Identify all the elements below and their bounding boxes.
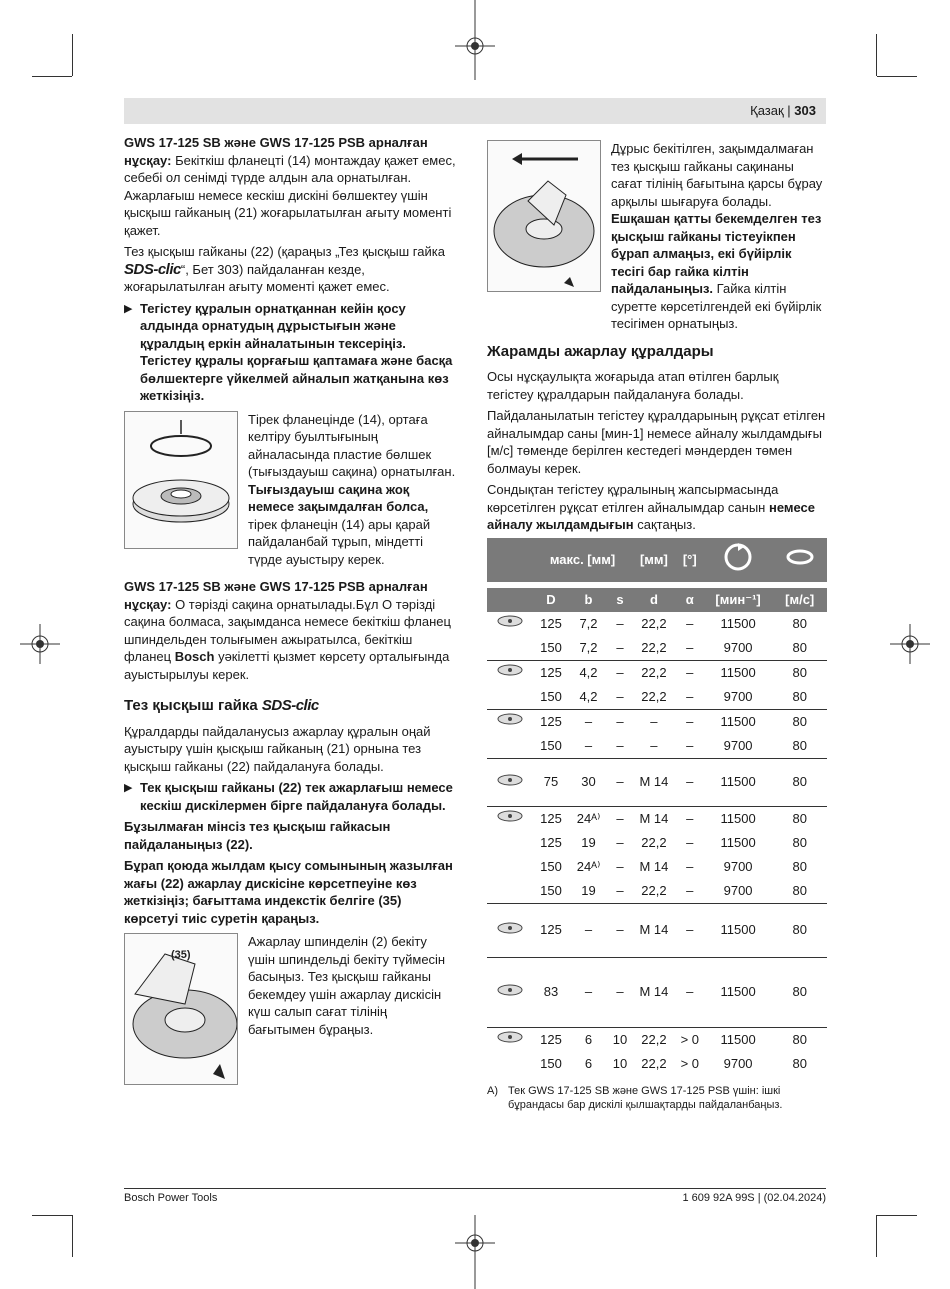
- table-cell: –: [608, 709, 632, 734]
- bold-paragraph-1: Бұзылмаған мінсіз тез қысқыш гайкасын пайдаланыңыз (22).: [124, 819, 391, 852]
- table-cell: 19: [581, 882, 596, 898]
- table-cell: –: [616, 858, 624, 874]
- crop-mark: [32, 76, 72, 77]
- icon-spacer: [487, 734, 533, 759]
- table-cell: 125: [533, 806, 569, 831]
- table-row: [487, 660, 827, 685]
- table-cell: –: [608, 903, 632, 957]
- speed-icon: [772, 538, 827, 582]
- table-cell: 24ᴬ⁾: [576, 858, 601, 874]
- seal-ring-illustration: [124, 411, 238, 549]
- note1: [124, 134, 456, 239]
- table-cell: 80: [772, 957, 827, 1027]
- header-text: Қазақ | 303: [750, 103, 816, 118]
- table-cell: 11500: [704, 806, 773, 831]
- table-cell: 22,2: [632, 1027, 676, 1052]
- table-cell: –: [676, 660, 704, 685]
- note2-bosch: Bosch: [174, 649, 215, 664]
- bullet1-text: Тегістеу құралын орнатқаннан кейін қосу алдында орнатудың дұрыстығын және құралдың еркін айналатынын тексеріңіз. Тегістеу құралы қорғағыш қаптамаға және басқа бөлшектерге үйкелмей айналып жатқанына көз жеткізіңіз.: [140, 300, 453, 403]
- section-paragraph: Құралдарды пайдаланусыз ажарлау құралын оңай ауыстыру үшін қысқыш гайканың (21) орнына тез қысқыш гайканы (22) пайдалануға болады.: [124, 723, 431, 774]
- table-cell: 22,2: [641, 639, 667, 655]
- note2: [124, 578, 456, 683]
- crop-mark: [877, 1215, 917, 1216]
- table-cell: 150: [540, 858, 562, 874]
- p3-b: немесе айналу жылдамдығын: [487, 499, 816, 532]
- table-cell: 125: [540, 615, 562, 631]
- right-column: [487, 134, 827, 1112]
- header-blank: [487, 538, 533, 582]
- table-cell: 22,2: [641, 615, 667, 631]
- tool-type-icon: [487, 903, 533, 957]
- footer-doc-number: 1 609 92A 99S | (02.04.2024): [682, 1192, 826, 1204]
- col-d: d: [632, 588, 676, 612]
- sds-clic-logo: SDS-clic: [261, 697, 319, 714]
- table-cell: 80: [792, 688, 807, 704]
- section-title-tools: Жарамды ажарлау құралдары: [487, 342, 714, 360]
- table-cell: 4,2: [579, 688, 598, 704]
- figure-remove-nut: [487, 140, 827, 333]
- col-s: s: [608, 588, 632, 612]
- fig1-text-a: Тірек фланецінде (14), ортаға келтіру буылтығының айналасында пластие бөлшек (тығыздауыш сақина) орнатылған.: [248, 411, 456, 479]
- section-title-quick-nut: [124, 697, 456, 715]
- table-cell: 80: [792, 858, 807, 874]
- table-cell: 9700: [723, 882, 753, 898]
- table-cell: –: [676, 957, 704, 1027]
- table-row: [487, 903, 827, 957]
- table-cell: –: [616, 688, 624, 704]
- table-cell: M 14: [632, 957, 676, 1027]
- figure-tighten-nut: [124, 933, 456, 1085]
- table-cell: –: [686, 882, 694, 898]
- table-cell: 80: [772, 660, 827, 685]
- table-cell: 11500: [704, 660, 773, 685]
- tool-type-icon: [487, 1027, 533, 1052]
- bullet-triangle-icon: ▶: [124, 302, 133, 315]
- table-cell: 150: [540, 639, 562, 655]
- table-cell: 9700: [723, 737, 753, 753]
- header-mm: [мм]: [632, 538, 676, 582]
- table-cell: 80: [792, 615, 807, 631]
- table-cell: –: [608, 957, 632, 1027]
- bold-paragraph-2: Бұрап қоюда жылдам қысу сомынының жазылған жағы (22) ажарлау дискісіне көрсетпеуіне көз жеткізіңіз; бағыттама индекстік белгіге (35) көрсетуі тиіс суретін қараңыз.: [124, 858, 453, 926]
- table-row: [487, 806, 827, 831]
- table-cell: –: [608, 806, 632, 831]
- note1-text2-b: “, Бет 303) пайдаланған кезде, жоғарылатылған ағыту моменті қажет емес.: [124, 261, 390, 294]
- footer-brand: Bosch Power Tools: [124, 1192, 218, 1204]
- table-row: [487, 1052, 827, 1076]
- bullet-quick-nut-usage: [124, 779, 456, 814]
- registration-mark-left: [20, 624, 60, 664]
- table-cell: 125: [533, 709, 569, 734]
- icon-spacer: [487, 636, 533, 661]
- table-cell: 9700: [723, 639, 753, 655]
- table-row: [487, 957, 827, 1027]
- icon-spacer: [487, 1052, 533, 1076]
- table-cell: 19: [581, 834, 596, 850]
- registration-mark-bottom: [455, 1215, 495, 1289]
- table-head-units: [487, 538, 827, 582]
- registration-mark-top: [455, 0, 495, 80]
- table-cell: 11500: [720, 615, 756, 631]
- table-row: [487, 1027, 827, 1052]
- table-cell: –: [569, 709, 608, 734]
- table-cell: 22,2: [641, 1055, 667, 1071]
- table-cell: 11500: [720, 834, 756, 850]
- table-cell: M 14: [639, 858, 669, 874]
- table-row: [487, 831, 827, 855]
- note2-title: GWS 17-125 SB және GWS 17-125 PSB арналған нұсқау:: [124, 579, 428, 612]
- table-cell: –: [569, 957, 608, 1027]
- table-cell: 80: [792, 1055, 807, 1071]
- table-cell: –: [616, 882, 624, 898]
- icon-spacer: [487, 879, 533, 904]
- p3-c: сақтаңыз.: [637, 517, 696, 532]
- table-cell: –: [608, 660, 632, 685]
- crop-mark: [32, 1215, 72, 1216]
- footnote-text: Тек GWS 17-125 SB және GWS 17-125 PSB үшін: ішкі бұрандасы бар дискілі қылшақтарды пайдаланбаңыз.: [508, 1084, 783, 1111]
- table-cell: 22,2: [632, 660, 676, 685]
- table-cell: 80: [792, 834, 807, 850]
- seal-ring-text: [248, 411, 456, 569]
- table-row: [487, 709, 827, 734]
- table-cell: –: [676, 903, 704, 957]
- tool-type-icon: [487, 709, 533, 734]
- table-cell: 9700: [723, 1055, 753, 1071]
- table-cell: 9700: [723, 858, 753, 874]
- table-cell: 30: [569, 758, 608, 806]
- header-blank: [487, 588, 533, 612]
- crop-mark: [876, 34, 877, 76]
- table-cell: M 14: [632, 903, 676, 957]
- tool-type-icon: [487, 660, 533, 685]
- table-cell: –: [616, 639, 624, 655]
- fig1-text-c: тірек фланецін (14) ары қарай пайдаланбай тұрып, міндетті түрде ауыстыру керек.: [248, 516, 431, 567]
- table-cell: > 0: [676, 1027, 704, 1052]
- table-cell: 125: [533, 903, 569, 957]
- table-cell: –: [686, 639, 694, 655]
- header-degree: [°]: [676, 538, 704, 582]
- footer-divider: [124, 1188, 826, 1189]
- table-cell: 150: [540, 1055, 562, 1071]
- table-row: [487, 636, 827, 661]
- fig2-label: (35): [171, 949, 191, 961]
- table-cell: 80: [772, 903, 827, 957]
- col-b: b: [569, 588, 608, 612]
- table-cell: 22,2: [641, 882, 667, 898]
- tool-type-icon: [487, 612, 533, 636]
- rotation-icon: [704, 538, 773, 582]
- table-row: [487, 612, 827, 636]
- table-cell: –: [616, 834, 624, 850]
- table-cell: 11500: [704, 758, 773, 806]
- registration-mark-right: [890, 624, 930, 664]
- crop-mark: [876, 1215, 877, 1257]
- table-row: [487, 855, 827, 879]
- table-cell: –: [676, 806, 704, 831]
- table-cell: 150: [540, 882, 562, 898]
- table-cell: 125: [540, 834, 562, 850]
- table-cell: 9700: [723, 688, 753, 704]
- crop-mark: [877, 76, 917, 77]
- tighten-nut-text: Ажарлау шпинделін (2) бекіту үшін шпиндельді бекіту түймесін басыңыз. Тез қысқыш гайканы бекемдеу үшін ажарлау дискісін күш салып сағат тілінің бағытымен бұраңыз.: [248, 934, 446, 1037]
- crop-mark: [72, 1215, 73, 1257]
- table-cell: 75: [533, 758, 569, 806]
- table-row: [487, 758, 827, 806]
- tighten-nut-illustration: [124, 933, 238, 1085]
- page-number: 303: [794, 103, 816, 118]
- p3-a: Сондықтан тегістеу құралының жапсырмасында көрсетілген рұқсат етілген айналымдар санын: [487, 482, 779, 515]
- table-cell: 10: [612, 1055, 628, 1071]
- table-cell: 80: [772, 1027, 827, 1052]
- note2-text: О тәрізді сақина орнатылады.Бұл О тәрізді сақина болмаса, зақымданса немесе бекіткіш фланец шпиндельден толығымен ажыратылса, бекіткіш фланец: [124, 596, 451, 664]
- crop-mark: [72, 34, 73, 76]
- table-cell: 11500: [704, 957, 773, 1027]
- table-cell: 4,2: [569, 660, 608, 685]
- icon-spacer: [487, 855, 533, 879]
- table-cell: 22,2: [641, 834, 667, 850]
- note1-title: GWS 17-125 SB және GWS 17-125 PSB арналған нұсқау:: [124, 135, 428, 168]
- table-cell: 10: [608, 1027, 632, 1052]
- table-cell: 80: [792, 882, 807, 898]
- table-cell: –: [676, 709, 704, 734]
- table-body: [487, 612, 827, 1076]
- fig3-text-a: Дұрыс бекітілген, зақымдалмаған тез қысқыш гайканы сақинаны сағат тілінің бағытына қарсы бұрау арқылы шығаруға болады.: [611, 141, 823, 209]
- table-cell: 150: [540, 688, 562, 704]
- note1-text: Бекіткіш фланецті (14) монтаждау қажет емес, себебі ол сенімді түрде алдын ала орнатылған. Ажарлағыш немесе кескіш дискіні бөлшектеу үшін қысқыш гайканың (21) жоғарылатылған ағыту моменті қажет.: [124, 152, 456, 238]
- table-cell: –: [686, 615, 694, 631]
- page-header: [124, 98, 826, 124]
- col-speed: [м/с]: [772, 588, 827, 612]
- table-cell: 11500: [704, 903, 773, 957]
- table-cell: 125: [533, 1027, 569, 1052]
- figure-seal-ring: [124, 411, 456, 569]
- icon-spacer: [487, 685, 533, 710]
- table-cell: –: [676, 758, 704, 806]
- table-cell: 6: [569, 1027, 608, 1052]
- tools-paragraph-3: [487, 481, 827, 534]
- table-cell: 80: [792, 639, 807, 655]
- tool-type-icon: [487, 806, 533, 831]
- table-cell: 22,2: [641, 688, 667, 704]
- remove-nut-illustration: [487, 140, 601, 292]
- footnote: [487, 1084, 827, 1112]
- table-cell: –: [686, 688, 694, 704]
- col-D: D: [533, 588, 569, 612]
- tool-type-icon: [487, 758, 533, 806]
- table-cell: –: [686, 737, 694, 753]
- table-cell: 6: [584, 1055, 593, 1071]
- table-cell: –: [616, 737, 624, 753]
- tools-paragraph-2: Пайдаланылатын тегістеу құралдарының рұқсат етілген айналымдар саны [мин-1] немесе айналу жылдамдығы [м/с] төменде берілген кестедегі мәндерден төмен болмауы керек.: [487, 408, 826, 476]
- table-cell: 80: [792, 737, 807, 753]
- header-max-mm: макс. [мм]: [533, 538, 632, 582]
- table-cell: > 0: [680, 1055, 699, 1071]
- table-cell: 11500: [704, 709, 773, 734]
- fig1-text-b: Тығыздауыш сақина жоқ немесе зақымдалған болса,: [248, 481, 429, 514]
- col-alpha: α: [676, 588, 704, 612]
- table-cell: –: [686, 858, 694, 874]
- table-cell: –: [608, 758, 632, 806]
- table-cell: 83: [533, 957, 569, 1027]
- left-column: [124, 134, 456, 1095]
- table-row: [487, 734, 827, 759]
- header-language: Қазақ: [750, 103, 784, 118]
- table-cell: M 14: [632, 758, 676, 806]
- table-cell: –: [569, 903, 608, 957]
- table-cell: –: [686, 834, 694, 850]
- remove-nut-text: [611, 140, 827, 333]
- table-row: [487, 879, 827, 904]
- table-cell: –: [650, 737, 658, 753]
- note1-sds: [124, 243, 456, 296]
- fig3-text-b: Ешқашан қатты бекемделген тез қысқыш гайканы тістеуікпен бұрап алмаңыз, екі бүйірлік тесігі бар гайка кілтін пайдаланыңыз.: [611, 211, 822, 296]
- table-cell: 11500: [704, 1027, 773, 1052]
- table-cell: –: [584, 737, 593, 753]
- table-cell: –: [616, 615, 624, 631]
- bullet2-text: Тек қысқыш гайканы (22) тек ажарлағыш немесе кескіш дискілермен бірге пайдалануға болады.: [140, 780, 453, 813]
- table-cell: –: [632, 709, 676, 734]
- table-cell: 80: [772, 806, 827, 831]
- section-title-text: Тез қысқыш гайка: [124, 697, 258, 714]
- table-head-columns: [487, 588, 827, 612]
- bullet-triangle-icon: ▶: [124, 782, 133, 794]
- table-cell: 7,2: [579, 615, 598, 631]
- table-cell: 80: [772, 709, 827, 734]
- sds-clic-logo: SDS-clic: [124, 260, 181, 278]
- table-cell: 24ᴬ⁾: [569, 806, 608, 831]
- tools-paragraph-1: Осы нұсқаулықта жоғарыда атап өтілген барлық тегістеу құралдарын пайдалануға болады.: [487, 369, 779, 402]
- icon-spacer: [487, 831, 533, 855]
- note1-text2-a: Тез қысқыш гайканы (22) (қараңыз „Тез қысқыш гайка: [124, 244, 445, 259]
- tool-type-icon: [487, 957, 533, 1027]
- table-row: [487, 685, 827, 710]
- footnote-mark: A): [487, 1084, 498, 1097]
- table-cell: 150: [540, 737, 562, 753]
- fig3-text-c: Гайка кілтін суретте көрсетілгендей екі бүйірлік тесігімен орнатыңыз.: [611, 281, 822, 331]
- table-cell: 80: [772, 758, 827, 806]
- table-cell: M 14: [632, 806, 676, 831]
- tools-table: [487, 538, 827, 1076]
- bullet-check-installation: [124, 300, 456, 405]
- table-cell: 125: [533, 660, 569, 685]
- col-rpm: [мин⁻¹]: [704, 588, 773, 612]
- note2-text-end: уәкілетті қызмет көрсету орталығында ауыстырылуы керек.: [124, 649, 450, 682]
- table-cell: 7,2: [579, 639, 598, 655]
